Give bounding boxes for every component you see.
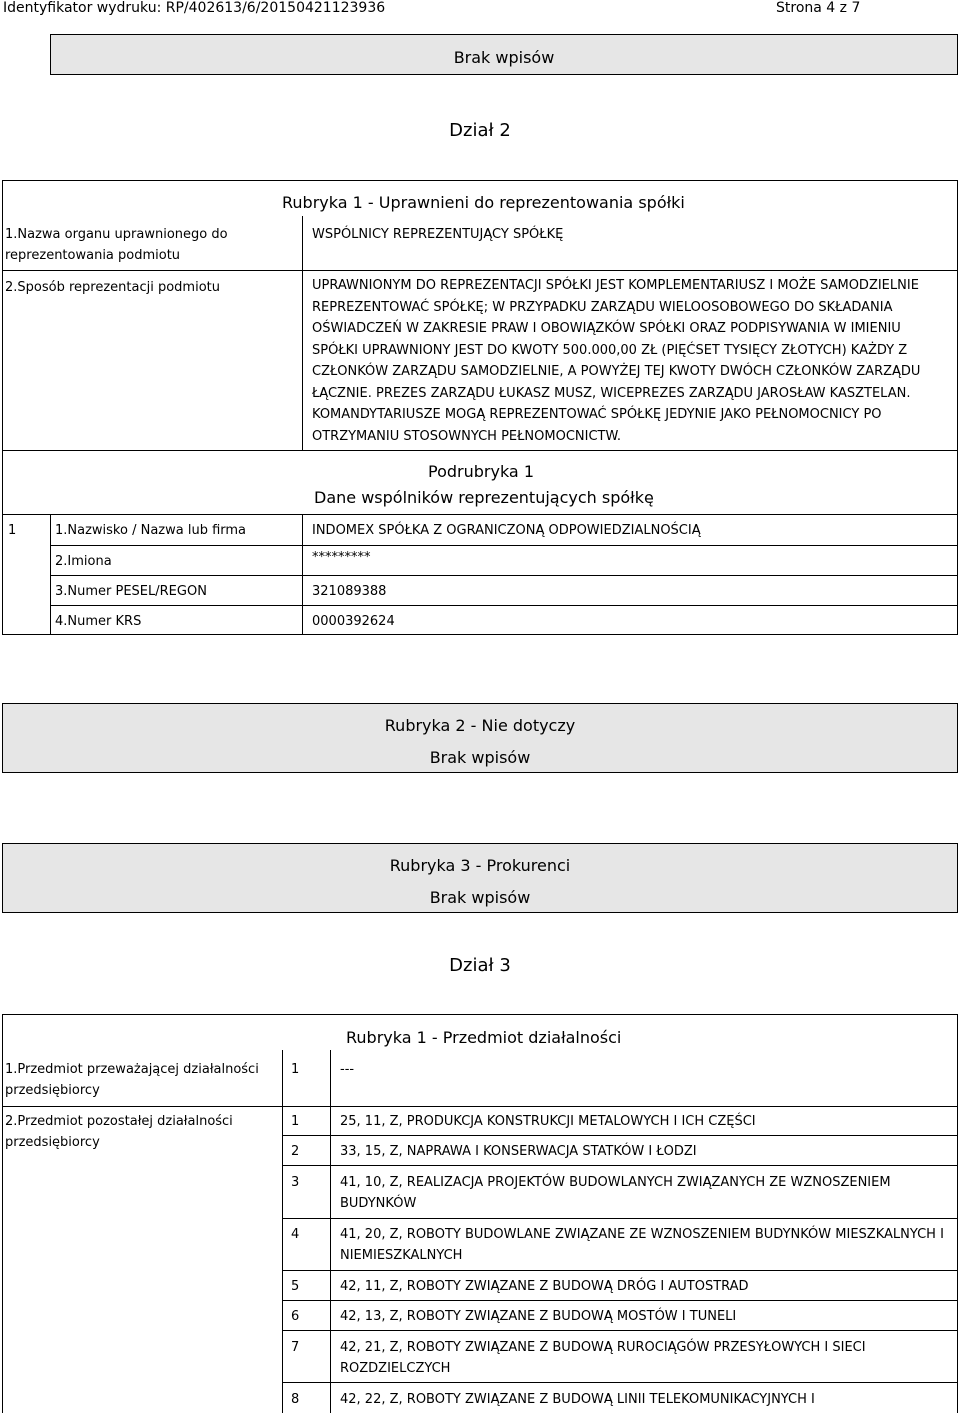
podrubryka-subtitle: Dane wspólników reprezentujących spółkę — [314, 488, 654, 507]
partner-regon-value: 321089388 — [312, 584, 387, 599]
partner-name-label: 1.Nazwisko / Nazwa lub firma — [55, 523, 247, 538]
activity-text: 42, 21, Z, ROBOTY ZWIĄZANE Z BUDOWĄ RUROCIĄGÓW PRZESYŁOWYCH I SIECI ROZDZIELCZYCH — [340, 1340, 866, 1376]
activity-num: 4 — [291, 1227, 300, 1242]
rubryka-3-empty: Brak wpisów — [429, 888, 531, 907]
rubryka-2-box — [2, 703, 958, 773]
przedmiot-title: Rubryka 1 - Przedmiot działalności — [346, 1028, 622, 1047]
podrubryka-index: 1 — [8, 523, 17, 538]
activity-num: 7 — [291, 1340, 300, 1355]
partner-first-names-value: ********* — [312, 550, 371, 565]
partner-name-value: INDOMEX SPÓŁKA Z OGRANICZONĄ ODPOWIEDZIALNOŚCIĄ — [312, 523, 701, 538]
activity-num: 3 — [291, 1175, 300, 1190]
activity-text: 42, 11, Z, ROBOTY ZWIĄZANE Z BUDOWĄ DRÓG I AUTOSTRAD — [340, 1279, 749, 1294]
partner-krs-value: 0000392624 — [312, 614, 395, 629]
activity-text: 41, 20, Z, ROBOTY BUDOWLANE ZWIĄZANE ZE WZNOSZENIEM BUDYNKÓW MIESZKALNYCH I NIEMIESZKALNYCH — [340, 1227, 944, 1263]
rubryka-2-title: Rubryka 2 - Nie dotyczy — [384, 716, 576, 735]
activity-num: 5 — [291, 1279, 300, 1294]
activity-text: 33, 15, Z, NAPRAWA I KONSERWACJA STATKÓW I ŁODZI — [340, 1144, 697, 1159]
dzial-2-title: Dział 2 — [449, 120, 511, 141]
activity-text: 42, 13, Z, ROBOTY ZWIĄZANE Z BUDOWĄ MOSTÓW I TUNELI — [340, 1309, 737, 1324]
activity-num: 1 — [291, 1114, 300, 1129]
representation-method: UPRAWNIONYM DO REPREZENTACJI SPÓŁKI JEST KOMPLEMENTARIUSZ I MOŻE SAMODZIELNIE REPREZENTOWAĆ SPÓŁKĘ; W PRZYPADKU ZARZĄDU WIELOOSOBOWEGO DO SKŁADANIA OŚWIADCZEŃ W ZAKRESIE PRAW I OBOWIĄZKÓW SPÓŁKI ORAZ PODPISYWANIA W IMIENIU SPÓŁKI UPRAWNIONY JEST DO KWOTY 500.000,00 ZŁ (PIĘĆSET TYSIĘCY ZŁOTYCH) KAŻDY Z CZŁONKÓW ZARZĄDU SAMODZIELNIE, A POWYŻEJ TEJ KWOTY DWÓCH CZŁONKÓW ZARZĄDU ŁĄCZNIE. PREZES ZARZĄDU ŁUKASZ MUSZ, WICEPREZES ZARZĄDU JAROSŁAW KASZTELAN. KOMANDYTARIUSZE MOGĄ REPREZENTOWAĆ SPÓŁKĘ JEDYNIE JAKO PEŁNOMOCNICY PO OTRZYMANIU STOSOWNYCH PEŁNOMOCNICTW. — [312, 278, 921, 444]
top-empty-box — [50, 34, 958, 75]
dzial-3-title: Dział 3 — [449, 955, 511, 976]
row1-label: 1.Nazwa organu uprawnionego do reprezentowania podmiotu — [5, 227, 228, 263]
rubryka-3-box — [2, 843, 958, 913]
rubryka-2-empty: Brak wpisów — [429, 748, 531, 767]
top-empty-text: Brak wpisów — [453, 48, 555, 67]
print-identifier: Identyfikator wydruku: RP/402613/6/20150421123936 — [3, 0, 386, 16]
row2-label: 2.Sposób reprezentacji podmiotu — [5, 280, 220, 295]
partner-krs-label: 4.Numer KRS — [55, 614, 142, 629]
rubryka-1-title: Rubryka 1 - Uprawnieni do reprezentowania spółki — [282, 193, 685, 212]
activity-num: 8 — [291, 1392, 300, 1407]
activity-text: 41, 10, Z, REALIZACJA PROJEKTÓW BUDOWLANYCH ZWIĄZANYCH ZE WZNOSZENIEM BUDYNKÓW — [340, 1175, 891, 1211]
activity-num: 2 — [291, 1144, 300, 1159]
rubryka-3-title: Rubryka 3 - Prokurenci — [389, 856, 571, 875]
partner-regon-label: 3.Numer PESEL/REGON — [55, 584, 207, 599]
other-activity-label: 2.Przedmiot pozostałej działalności przedsiębiorcy — [5, 1114, 233, 1150]
row1-value: WSPÓLNICY REPREZENTUJĄCY SPÓŁKĘ — [312, 227, 564, 242]
activity-text: 42, 22, Z, ROBOTY ZWIĄZANE Z BUDOWĄ LINII TELEKOMUNIKACYJNYCH I — [340, 1392, 815, 1407]
activity-text: 25, 11, Z, PRODUKCJA KONSTRUKCJI METALOWYCH I ICH CZĘŚCI — [340, 1114, 756, 1129]
podrubryka-title: Podrubryka 1 — [428, 462, 534, 481]
main-activity-num: 1 — [291, 1062, 300, 1077]
activity-num: 6 — [291, 1309, 300, 1324]
main-activity-label: 1.Przedmiot przeważającej działalności przedsiębiorcy — [5, 1062, 259, 1098]
main-activity-value: --- — [340, 1062, 355, 1077]
partner-first-names-label: 2.Imiona — [55, 554, 112, 569]
page-number: Strona 4 z 7 — [776, 0, 861, 16]
